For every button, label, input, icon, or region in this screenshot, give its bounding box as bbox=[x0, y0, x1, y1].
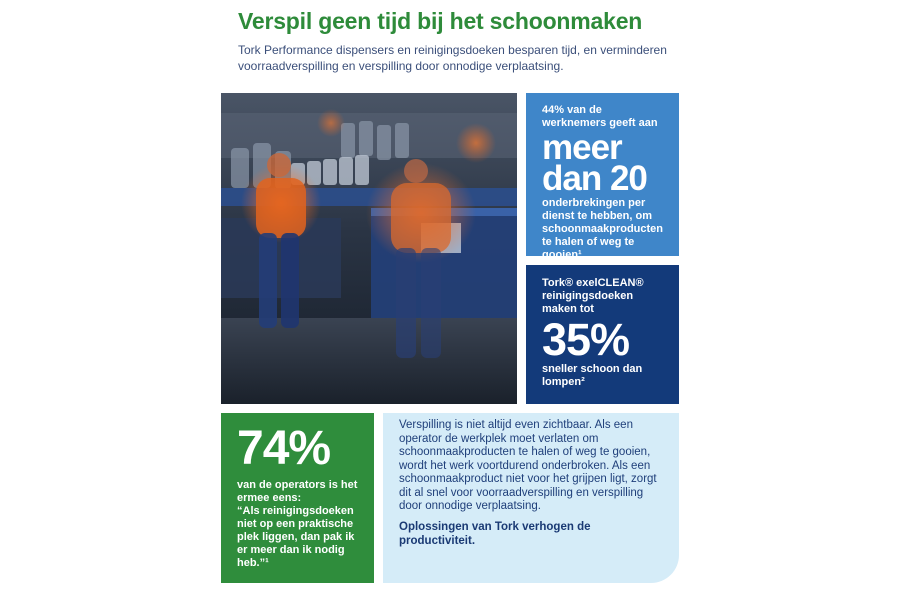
stat-navy-big: 35% bbox=[542, 314, 630, 365]
info-panel bbox=[383, 413, 679, 583]
stat-card-interruptions bbox=[526, 93, 679, 261]
info-conclusion: Oplossingen van Tork verhogen de productiviteit. bbox=[399, 520, 591, 547]
info-body: Verspilling is niet altijd even zichtbaar. Als een operator de werkplek moet verlaten om schoonmaakproducten te halen of weg te gooien, wordt het werk voortdurend onderbroken. Als een schoonmaakproduct niet voor het grijpen ligt, zorgt dit al snel voor voorraadverspilling en verspilling door onnodige verplaatsing. bbox=[399, 419, 657, 512]
photo-illustration bbox=[221, 93, 517, 404]
stat-blue-big-line2: dan 20 bbox=[542, 159, 647, 198]
stat-navy-intro: Tork® exelCLEAN® reinigingsdoeken maken tot bbox=[542, 277, 644, 315]
stat-green-outro: van de operators is het ermee eens: bbox=[237, 479, 358, 504]
stat-blue-big-line1: meer bbox=[542, 128, 622, 167]
page-subtitle: Tork Performance dispensers en reinigingsdoeken besparen tijd, en verminderen voorraadverspilling en verspilling door onnodige verplaatsing. bbox=[238, 43, 667, 73]
stat-card-operators bbox=[221, 413, 374, 583]
page-title: Verspil geen tijd bij het schoonmaken bbox=[238, 8, 643, 34]
stat-card-exelclean bbox=[526, 265, 679, 404]
stat-green-big: 74% bbox=[237, 422, 331, 475]
factory-workers-photo bbox=[221, 93, 517, 404]
stat-blue-intro: 44% van de werknemers geeft aan bbox=[542, 104, 658, 129]
stat-green-quote: “Als reinigingsdoeken niet op een praktische plek liggen, dan pak ik er meer dan ik nodig heb.”¹ bbox=[237, 505, 355, 569]
stat-navy-outro: sneller schoon dan lompen² bbox=[542, 363, 643, 388]
stat-blue-outro: onderbrekingen per dienst te hebben, om schoonmaakproducten te halen of weg te gooien¹ bbox=[542, 197, 664, 261]
stat-blue-big bbox=[542, 128, 669, 198]
